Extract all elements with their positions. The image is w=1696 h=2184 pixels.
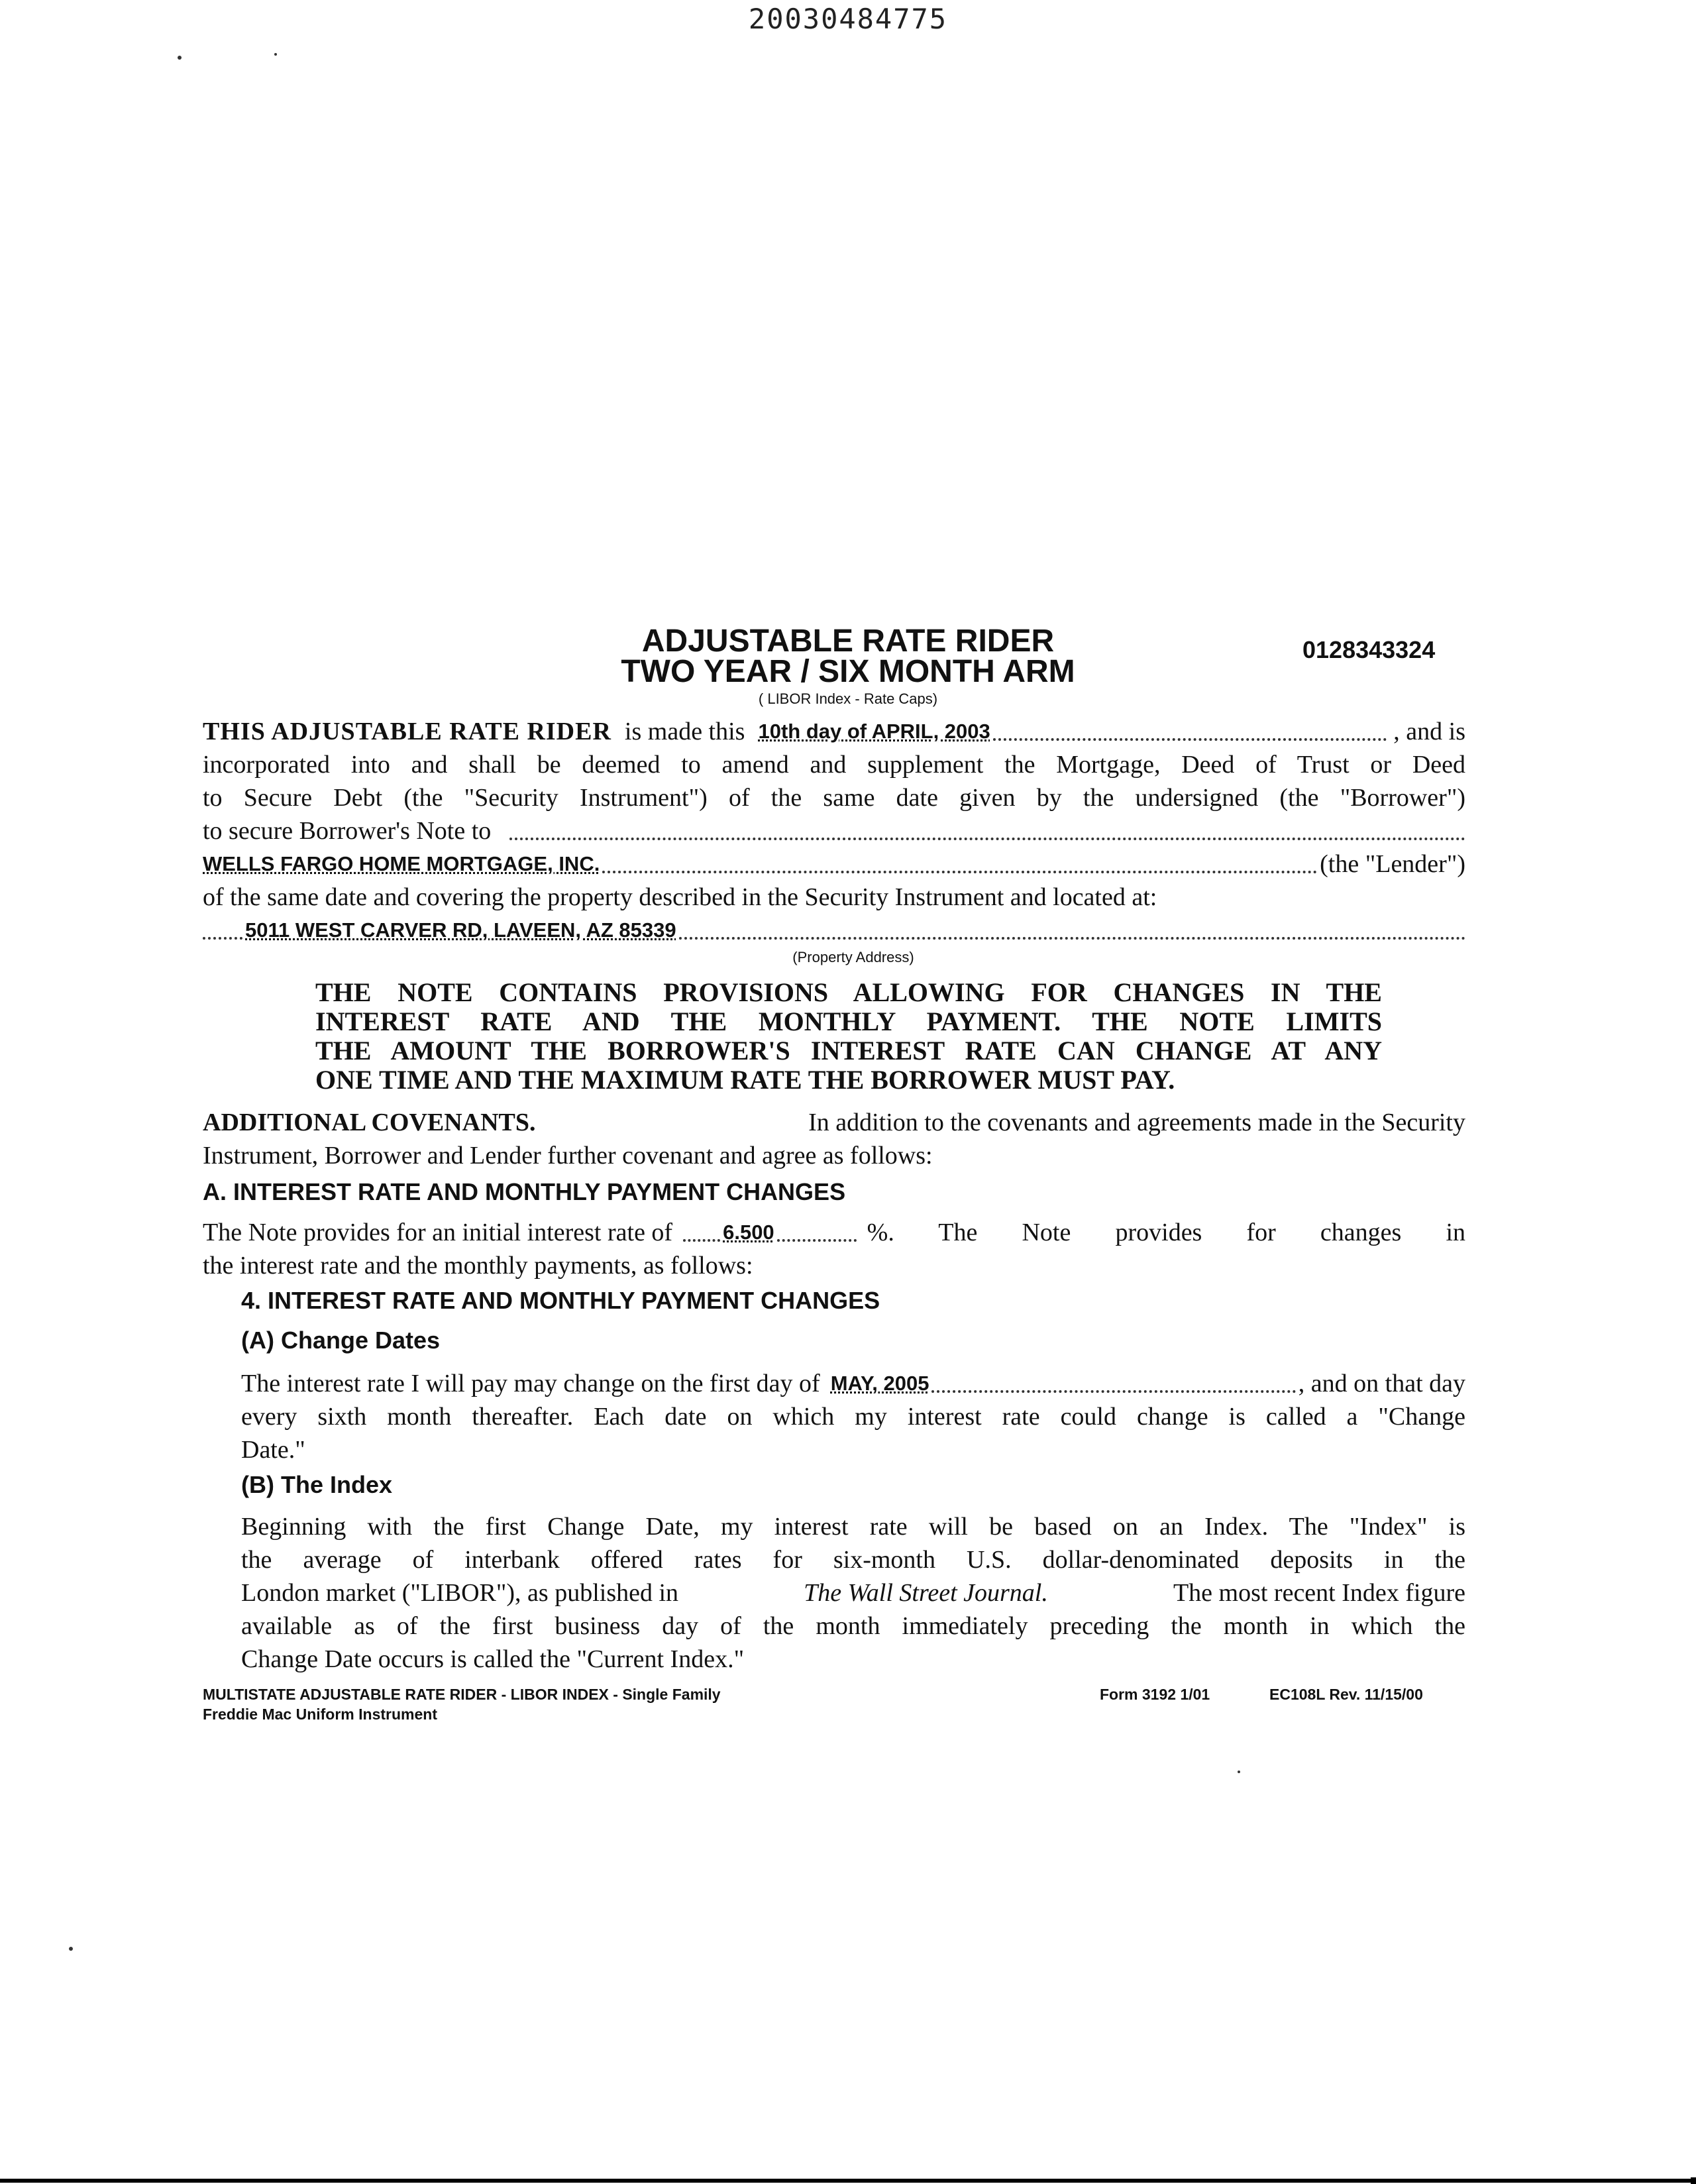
footer-freddie-mac: Freddie Mac Uniform Instrument	[203, 1706, 437, 1723]
intro-line-3: to Secure Debt (the "Security Instrument") of the same date given by the undersigned (the "Borrower")	[203, 784, 1465, 812]
scan-speck	[178, 56, 182, 60]
change-dates-heading: (A) Change Dates	[241, 1327, 441, 1354]
rate-trailing-dots	[777, 1239, 857, 1242]
lender-line	[203, 848, 1465, 880]
scan-corner-mark	[1691, 2177, 1696, 2184]
notice-line-4: ONE TIME AND THE MAXIMUM RATE THE BORROWER MUST PAY.	[315, 1065, 1175, 1095]
property-dotted-line	[679, 937, 1465, 940]
intro-line-1	[203, 716, 1465, 747]
scan-speck	[69, 1947, 73, 1951]
change-dates-text: The interest rate I will pay may change on the first day of	[241, 1370, 820, 1397]
change-dates-line-3: Date."	[241, 1436, 305, 1464]
change-date-dotted-line	[931, 1390, 1295, 1393]
covenants-line-1	[203, 1107, 1465, 1138]
covenants-lead: ADDITIONAL COVENANTS.	[203, 1109, 536, 1136]
footer-revision: EC108L Rev. 11/15/00	[1269, 1686, 1423, 1703]
section-a-line-2: the interest rate and the monthly payments, as follows:	[203, 1252, 753, 1280]
footer-form-number: Form 3192 1/01	[1100, 1686, 1210, 1703]
loan-number: 0128343324	[1302, 636, 1436, 663]
index-line-3-post: The most recent Index figure	[1173, 1579, 1465, 1607]
intro-line-4	[203, 815, 1465, 847]
first-change-date: MAY, 2005	[830, 1372, 929, 1395]
notice-line-3: THE AMOUNT THE BORROWER'S INTEREST RATE CAN CHANGE AT ANY	[315, 1036, 1382, 1065]
section-4-heading: 4. INTEREST RATE AND MONTHLY PAYMENT CHANGES	[241, 1287, 880, 1314]
subtitle: ( LIBOR Index - Rate Caps)	[758, 690, 938, 707]
change-dates-line-2: every sixth month thereafter. Each date on which my interest rate could change is called a "Change	[241, 1403, 1465, 1431]
index-line-1: Beginning with the first Change Date, my interest rate will be based on an Index. The "Index" is	[241, 1513, 1465, 1541]
intro-line-6: of the same date and covering the property described in the Security Instrument and located at:	[203, 883, 1157, 911]
covenants-line-1-rest: In addition to the covenants and agreements made in the Security	[808, 1109, 1465, 1136]
notice-line-2: INTEREST RATE AND THE MONTHLY PAYMENT. THE NOTE LIMITS	[315, 1007, 1382, 1036]
lender-suffix: (the "Lender")	[1320, 850, 1465, 878]
scan-bottom-border	[0, 2179, 1696, 2183]
note-to-label: to secure Borrower's Note to	[203, 817, 492, 845]
index-line-3-pre: London market ("LIBOR"), as published in	[241, 1579, 679, 1607]
rider-date: 10th day of APRIL, 2003	[758, 720, 990, 743]
rate-leading-dots	[683, 1239, 720, 1242]
title-line-1: ADJUSTABLE RATE RIDER	[641, 624, 1055, 659]
index-heading: (B) The Index	[241, 1471, 393, 1498]
scan-speck	[274, 53, 277, 56]
initial-interest-rate: 6.500	[723, 1221, 774, 1244]
index-line-4: available as of the first business day of the month immediately preceding the month in which the	[241, 1612, 1465, 1640]
scan-speck	[1238, 1771, 1240, 1773]
document-stamp-number: 20030484775	[748, 3, 948, 35]
note-to-dotted-line	[509, 838, 1465, 840]
index-line-3	[241, 1577, 1465, 1609]
index-line-5: Change Date occurs is called the "Current Index."	[241, 1645, 745, 1673]
section-a-line-1	[203, 1217, 1465, 1248]
property-address-label: (Property Address)	[792, 949, 914, 965]
property-leading-dots	[203, 937, 242, 940]
rider-date-dotted-line	[993, 738, 1387, 741]
section-a-heading: A. INTEREST RATE AND MONTHLY PAYMENT CHANGES	[203, 1178, 846, 1205]
covenants-line-2: Instrument, Borrower and Lender further covenant and agree as follows:	[203, 1142, 933, 1170]
change-dates-line-1	[241, 1368, 1465, 1399]
change-dates-suffix: , and on that day	[1298, 1370, 1465, 1397]
lender-name: WELLS FARGO HOME MORTGAGE, INC.	[203, 852, 600, 875]
footer-form-title: MULTISTATE ADJUSTABLE RATE RIDER - LIBOR INDEX - Single Family	[203, 1686, 721, 1703]
initial-rate-label: The Note provides for an initial interest rate of	[203, 1219, 673, 1246]
title-line-2: TWO YEAR / SIX MONTH ARM	[621, 654, 1075, 689]
intro-made-this: is made this	[624, 718, 745, 745]
property-line	[203, 914, 1465, 946]
notice-line-1: THE NOTE CONTAINS PROVISIONS ALLOWING FOR CHANGES IN THE	[315, 977, 1382, 1007]
index-line-2: the average of interbank offered rates for six-month U.S. dollar-denominated deposits in the	[241, 1546, 1465, 1574]
initial-rate-suffix: %. The Note provides for changes in	[867, 1219, 1465, 1246]
intro-lead: THIS ADJUSTABLE RATE RIDER	[203, 718, 611, 745]
property-address: 5011 WEST CARVER RD, LAVEEN, AZ 85339	[245, 918, 676, 942]
intro-and-is: , and is	[1393, 718, 1465, 745]
intro-line-2: incorporated into and shall be deemed to amend and supplement the Mortgage, Deed of Trust or Deed	[203, 751, 1465, 779]
wall-street-journal: The Wall Street Journal.	[804, 1579, 1048, 1607]
lender-dotted-line	[602, 871, 1317, 873]
